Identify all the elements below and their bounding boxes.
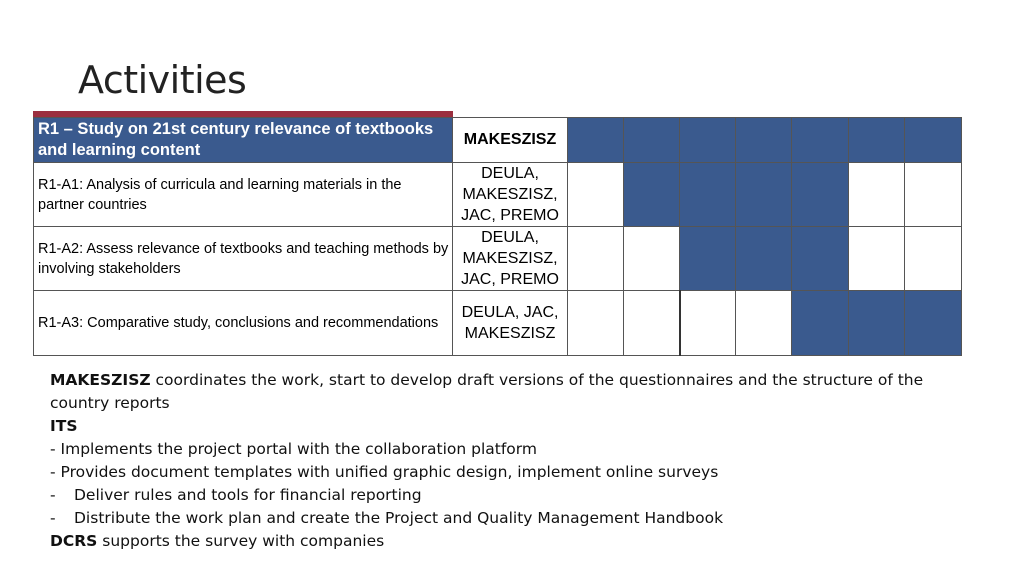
note-its-item: - Distribute the work plan and create the Project and Quality Management Handbook bbox=[50, 509, 724, 527]
partner-name: MAKESZISZ bbox=[50, 371, 151, 389]
month-cell bbox=[792, 227, 848, 291]
month-cell bbox=[848, 227, 904, 291]
note-makeszisz: MAKESZISZ coordinates the work, start to develop draft versions of the questionnaires and the structure of the country reports bbox=[50, 371, 924, 412]
page-title: Activities bbox=[78, 58, 247, 102]
month-cell bbox=[736, 291, 792, 356]
month-cell bbox=[848, 291, 904, 356]
gantt-table bbox=[33, 117, 962, 356]
note-its-item: - Provides document templates with unified graphic design, implement online surveys bbox=[50, 463, 719, 481]
month-cell bbox=[680, 291, 736, 356]
result-partner: MAKESZISZ bbox=[453, 118, 567, 163]
month-cell bbox=[904, 291, 961, 356]
month-cell bbox=[736, 163, 792, 227]
notes-text bbox=[50, 369, 950, 553]
note-its-item: - Deliver rules and tools for financial reporting bbox=[50, 486, 422, 504]
month-cell bbox=[848, 118, 904, 163]
partners-label: DEULA, MAKESZISZ, JAC, PREMO bbox=[453, 227, 567, 291]
month-cell bbox=[567, 118, 623, 163]
table-row bbox=[34, 163, 962, 227]
month-cell bbox=[680, 118, 736, 163]
month-cell bbox=[904, 163, 961, 227]
month-cell bbox=[792, 118, 848, 163]
partner-name: DCRS bbox=[50, 532, 98, 550]
month-cell bbox=[567, 291, 623, 356]
activity-label: R1-A2: Assess relevance of textbooks and teaching methods by involving stakeholders bbox=[34, 227, 453, 291]
month-cell bbox=[623, 291, 679, 356]
month-cell bbox=[736, 118, 792, 163]
table-row bbox=[34, 291, 962, 356]
month-cell bbox=[680, 163, 736, 227]
month-cell bbox=[567, 163, 623, 227]
month-cell bbox=[848, 163, 904, 227]
partners-label: DEULA, JAC, MAKESZISZ bbox=[453, 291, 567, 356]
month-cell bbox=[623, 163, 679, 227]
month-cell bbox=[904, 227, 961, 291]
result-title: R1 – Study on 21st century relevance of textbooks and learning content bbox=[34, 118, 453, 163]
note-its-heading: ITS bbox=[50, 417, 78, 435]
month-cell bbox=[567, 227, 623, 291]
activity-label: R1-A3: Comparative study, conclusions and recommendations bbox=[34, 291, 453, 356]
month-cell bbox=[680, 227, 736, 291]
month-cell bbox=[904, 118, 961, 163]
note-dcrs: DCRS supports the survey with companies bbox=[50, 532, 385, 550]
month-cell bbox=[736, 227, 792, 291]
table-header-row bbox=[34, 118, 962, 163]
table-row bbox=[34, 227, 962, 291]
note-its-item: - Implements the project portal with the collaboration platform bbox=[50, 440, 537, 458]
month-cell bbox=[623, 227, 679, 291]
month-cell bbox=[792, 163, 848, 227]
partners-label: DEULA, MAKESZISZ, JAC, PREMO bbox=[453, 163, 567, 227]
month-cell bbox=[623, 118, 679, 163]
activity-label: R1-A1: Analysis of curricula and learning materials in the partner countries bbox=[34, 163, 453, 227]
month-cell bbox=[792, 291, 848, 356]
